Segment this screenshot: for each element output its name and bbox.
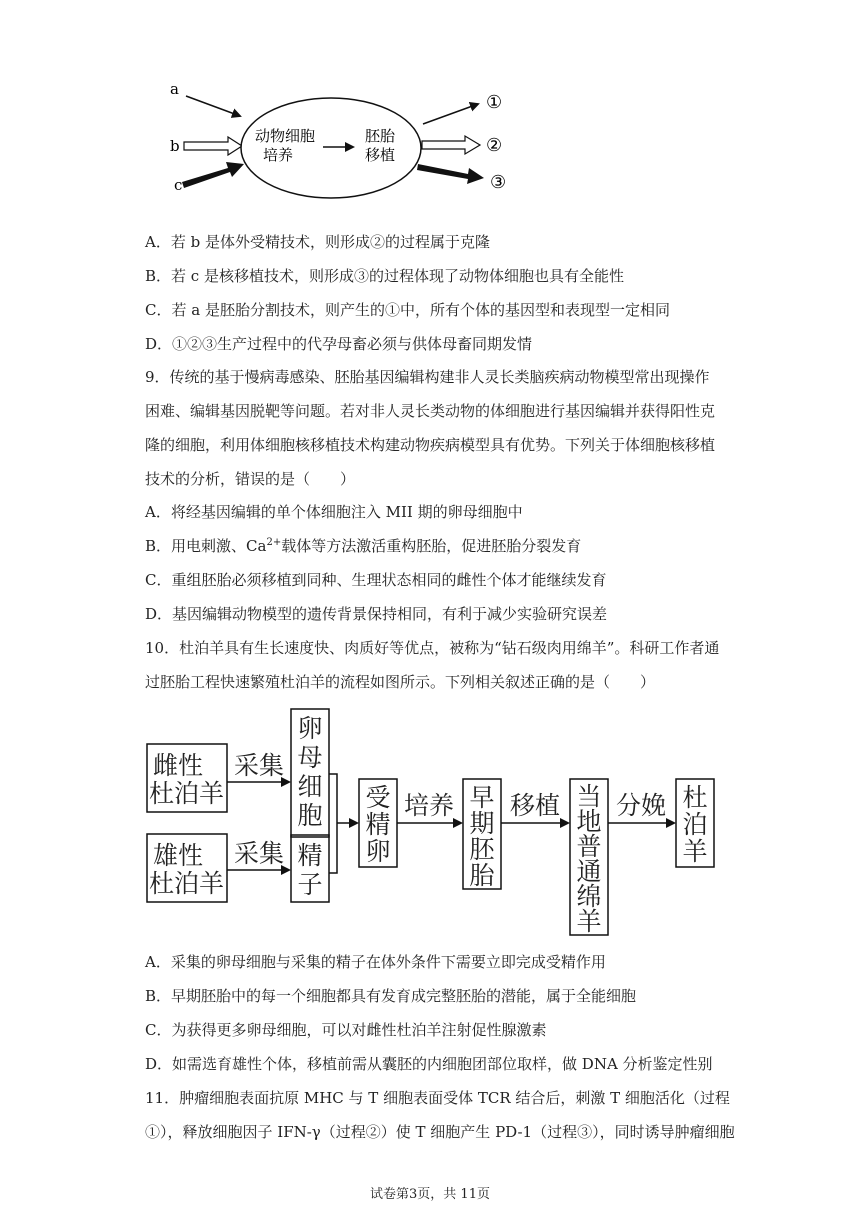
embryo-transfer-label-2: 移植 (365, 146, 396, 164)
q10-option-d: D．如需选育雄性个体，移植前需从囊胚的内细胞团部位取样，做 DNA 分析鉴定性别 (145, 1055, 713, 1073)
fertilized-char-0: 受 (365, 783, 391, 812)
q11-stem-line-2: ①），释放细胞因子 IFN-γ（过程②）使 T 细胞产生 PD-1（过程③），同时诱导肿瘤细胞 (145, 1123, 735, 1141)
q9-option-b-pre: B．用电刺激、Ca (145, 537, 267, 555)
culture-label: 培养 (403, 791, 455, 820)
output-2-label: ② (486, 135, 503, 156)
input-a-label: a (170, 80, 179, 98)
q10-stem-line-1: 10．杜泊羊具有生长速度快、肉质好等优点，被称为“钻石级肉用绵羊”。科研工作者通 (145, 639, 720, 657)
q9-stem-line-1: 9．传统的基于慢病毒感染、胚胎基因编辑构建非人灵长类脑疾病动物模型常出现操作 (145, 368, 710, 386)
sperm-char-0: 精 (297, 841, 323, 870)
q10-option-b: B．早期胚胎中的每一个细胞都具有发育成完整胚胎的潜能，属于全能细胞 (145, 987, 637, 1005)
oocyte-char-0: 卵 (297, 714, 323, 743)
output-3-label: ③ (490, 172, 507, 193)
female-dorper-label-1: 雌性 (153, 751, 204, 780)
early-embryo-char-0: 早 (469, 783, 495, 812)
q9-option-c: C．重组胚胎必须移植到同种、生理状态相同的雌性个体才能继续发育 (145, 571, 607, 589)
female-dorper-label-2: 杜泊羊 (149, 779, 225, 808)
q10-stem-line-2: 过胚胎工程快速繁殖杜泊羊的流程如图所示。下列相关叙述正确的是（ ） (145, 673, 656, 691)
collect-label-2: 采集 (233, 839, 285, 868)
q9-stem-line-4: 技术的分析，错误的是（ ） (145, 470, 356, 488)
arrow-a (186, 96, 240, 116)
male-dorper-label-1: 雄性 (153, 841, 204, 870)
collect-label-1: 采集 (233, 751, 285, 780)
delivery-label: 分娩 (615, 791, 667, 820)
q9-option-a: A．将经基因编辑的单个体细胞注入 MII 期的卵母细胞中 (145, 503, 523, 521)
dorper-flowchart (140, 702, 725, 942)
fertilized-char-1: 精 (365, 810, 391, 839)
q8-option-d: D．①②③生产过程中的代孕母畜必须与供体母畜同期发情 (145, 335, 533, 353)
arrow-b-hollow (184, 137, 242, 155)
oocyte-char-2: 细 (297, 772, 323, 801)
local-sheep-char-1: 地 (576, 807, 602, 836)
q9-option-d: D．基因编辑动物模型的遗传背景保持相同，有利于减少实验研究误差 (145, 605, 608, 623)
input-b-label: b (170, 137, 180, 155)
q9-option-b-sup: 2+ (266, 537, 282, 548)
local-sheep-char-4: 绵 (576, 882, 602, 911)
early-embryo-char-2: 胚 (469, 835, 495, 864)
arrow-output-3-thick (417, 164, 484, 184)
q9-stem-line-2: 困难、编辑基因脱靶等问题。若对非人灵长类动物的体细胞进行基因编辑并获得阳性克 (145, 402, 716, 420)
oocyte-char-3: 胞 (297, 801, 323, 830)
embryo-transfer-label-1: 胚胎 (365, 127, 396, 145)
sperm-char-1: 子 (297, 870, 323, 899)
q10-option-c: C．为获得更多卵母细胞，可以对雌性杜泊羊注射促性腺激素 (145, 1021, 547, 1039)
q9-option-b (145, 536, 581, 556)
dorper-char-0: 杜 (682, 783, 708, 812)
q9-stem-line-3: 隆的细胞，利用体细胞核移植技术构建动物疾病模型具有优势。下列关于体细胞核移植 (145, 436, 716, 454)
q8-option-a: A．若 b 是体外受精技术，则形成②的过程属于克隆 (145, 233, 490, 251)
oocyte-char-1: 母 (297, 743, 323, 772)
early-embryo-char-3: 胎 (469, 861, 495, 890)
transplant-label: 移植 (509, 791, 561, 820)
q11-stem-line-1: 11．肿瘤细胞表面抗原 MHC 与 T 细胞表面受体 TCR 结合后，刺激 T 细胞活化（过程 (145, 1089, 730, 1107)
input-c-label: c (174, 176, 183, 194)
technique-diagram (160, 78, 520, 203)
arrow-output-2-hollow (422, 136, 480, 154)
fertilized-char-2: 卵 (365, 837, 391, 866)
cell-culture-label-1: 动物细胞 (255, 127, 316, 145)
male-dorper-label-2: 杜泊羊 (149, 869, 225, 898)
dorper-char-2: 羊 (682, 837, 708, 866)
local-sheep-char-3: 通 (576, 857, 602, 886)
q10-option-a: A．采集的卵母细胞与采集的精子在体外条件下需要立即完成受精作用 (145, 953, 606, 971)
local-sheep-char-5: 羊 (576, 907, 602, 936)
q9-option-b-post: 载体等方法激活重构胚胎，促进胚胎分裂发育 (281, 537, 582, 555)
local-sheep-char-0: 当 (576, 782, 602, 811)
arrow-c-thick (182, 162, 244, 188)
merge-connector (329, 774, 337, 873)
output-1-label: ① (486, 92, 503, 113)
dorper-char-1: 泊 (682, 810, 708, 839)
cell-culture-label-2: 培养 (263, 146, 294, 164)
local-sheep-char-2: 普 (576, 832, 602, 861)
arrow-output-1 (423, 104, 478, 124)
q8-option-c: C．若 a 是胚胎分割技术，则产生的①中，所有个体的基因型和表现型一定相同 (145, 301, 670, 319)
early-embryo-char-1: 期 (469, 809, 495, 838)
q8-option-b: B．若 c 是核移植技术，则形成③的过程体现了动物体细胞也具有全能性 (145, 267, 624, 285)
page-footer: 试卷第3页，共 11页 (370, 1187, 490, 1202)
